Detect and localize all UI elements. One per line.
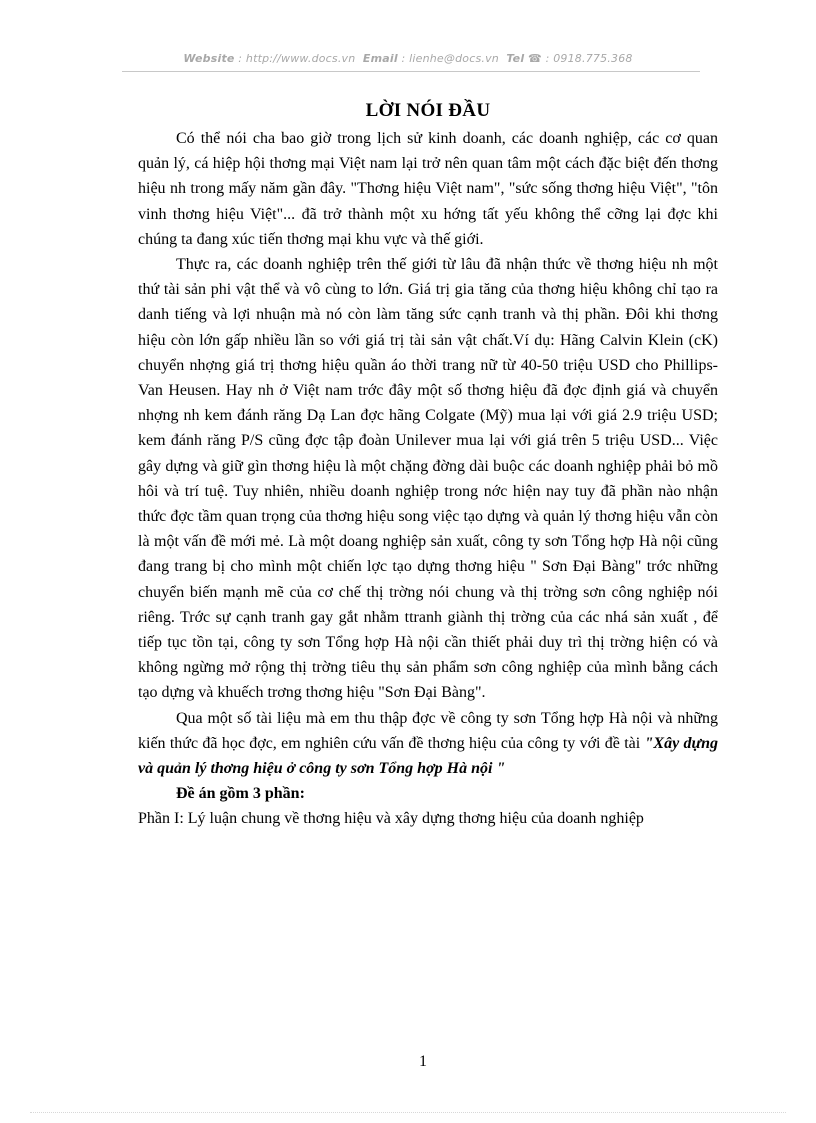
part-one: Phần I: Lý luận chung về thơng hiệu và xây dựng thơng hiệu của doanh nghiệp bbox=[138, 810, 644, 828]
topic-title: "Xây dựng và quản lý thơng hiệu ở công ty sơn Tổng hợp Hà nội " bbox=[138, 734, 719, 778]
tel-label: Tel bbox=[506, 52, 525, 65]
footer-divider bbox=[30, 1112, 786, 1113]
paragraph-topic bbox=[138, 706, 718, 782]
header-divider bbox=[122, 71, 700, 72]
page-title: LỜI NÓI ĐẦU bbox=[365, 100, 491, 121]
page-number: 1 bbox=[419, 1053, 427, 1070]
paragraph-context: Thực ra, các doanh nghiệp trên thế giới từ lâu đã nhận thức về thơng hiệu nh một thứ tài sản phi vật thể và vô cùng to lớn. Giá trị gia tăng của thơng hiệu không chỉ tạo ra danh tiếng và lợi nhuận mà nó còn làm tăng sức cạnh tranh và thị phần. Đôi khi thơng hiệu còn lớn gấp nhiều lần so với giá trị tài sản vật chất.Ví dụ: Hãng Calvin Klein (cK) chuyển nhợng giá trị thơng hiệu quần áo thời trang nữ từ 40-50 triệu USD cho Phillips-Van Heusen. Hay nh ở Việt nam trớc đây một số thơng hiệu đã đợc định giá và chuyển nhợng nh kem đánh răng Dạ Lan đợc hãng Colgate (Mỹ) mua lại với giá 2.9 triệu USD; kem đánh răng P/S cũng đợc tập đoàn Unilever mua lại với giá trên 5 triệu USD... Việc gây dựng và giữ gìn thơng hiệu là một chặng đờng dài buộc các doanh nghiệp phải bỏ mồ hôi và trí tuệ. Tuy nhiên, nhiều doanh nghiệp trong nớc hiện nay tuy đã phần nào nhận thức đợc tầm quan trọng của thơng hiệu song việc tạo dựng và quản lý thơng hiệu vẫn còn là một vấn đề mới mẻ. Là một doang nghiệp sản xuất, công ty sơn Tổng hợp Hà nội cũng đang trang bị cho mình một chiến lợc tạo dựng thơng hiệu " Sơn Đại Bàng" trớc những chuyển biến mạnh mẽ của cơ chế thị trờng nói chung và thị trờng sơn công nghiệp nói riêng. Trớc sự cạnh tranh gay gắt nhằm ttranh giành thị trờng của các nhá sản xuất , để tiếp tục tồn tại, công ty sơn Tổng hợp Hà nội cần thiết phải duy trì thị trờng hiện có và không ngừng mở rộng thị trờng tiêu thụ sản phẩm sơn công nghiệp của mình bằng cách tạo dựng và khuếch trơng thơng hiệu "Sơn Đại Bàng". bbox=[138, 256, 718, 702]
paragraph-intro: Có thể nói cha bao giờ trong lịch sử kinh doanh, các doanh nghiệp, các cơ quan quản lý, cá hiệp hội thơng mại Việt nam lại trở nên quan tâm một cách đặc biệt đến thơng hiệu nh trong mấy năm gần đây. "Thơng hiệu Việt nam", "sức sống thơng hiệu Việt", "tôn vinh thơng hiệu Việt"... đã trở thành một xu hớng tất yếu không thể cỡng lại đợc khi chúng ta đang xúc tiến thơng mại khu vực và thế giới. bbox=[138, 130, 718, 248]
page-header bbox=[0, 52, 816, 65]
website-url[interactable]: : http://www.docs.vn bbox=[234, 52, 356, 65]
section-heading: Đề án gồm 3 phần: bbox=[176, 785, 305, 803]
tel-number: ☎ : 0918.775.368 bbox=[524, 52, 633, 65]
email-address[interactable]: : lienhe@docs.vn bbox=[397, 52, 499, 65]
website-label: Website bbox=[183, 52, 235, 65]
document-body bbox=[138, 98, 718, 832]
paragraph-topic-lead: Qua một số tài liệu mà em thu thập đợc về công ty sơn Tổng hợp Hà nội và những kiến thức đã học đợc, em nghiên cứu vấn đề thơng hiệu của công ty với đề tài bbox=[138, 709, 718, 752]
email-label: Email bbox=[362, 52, 398, 65]
